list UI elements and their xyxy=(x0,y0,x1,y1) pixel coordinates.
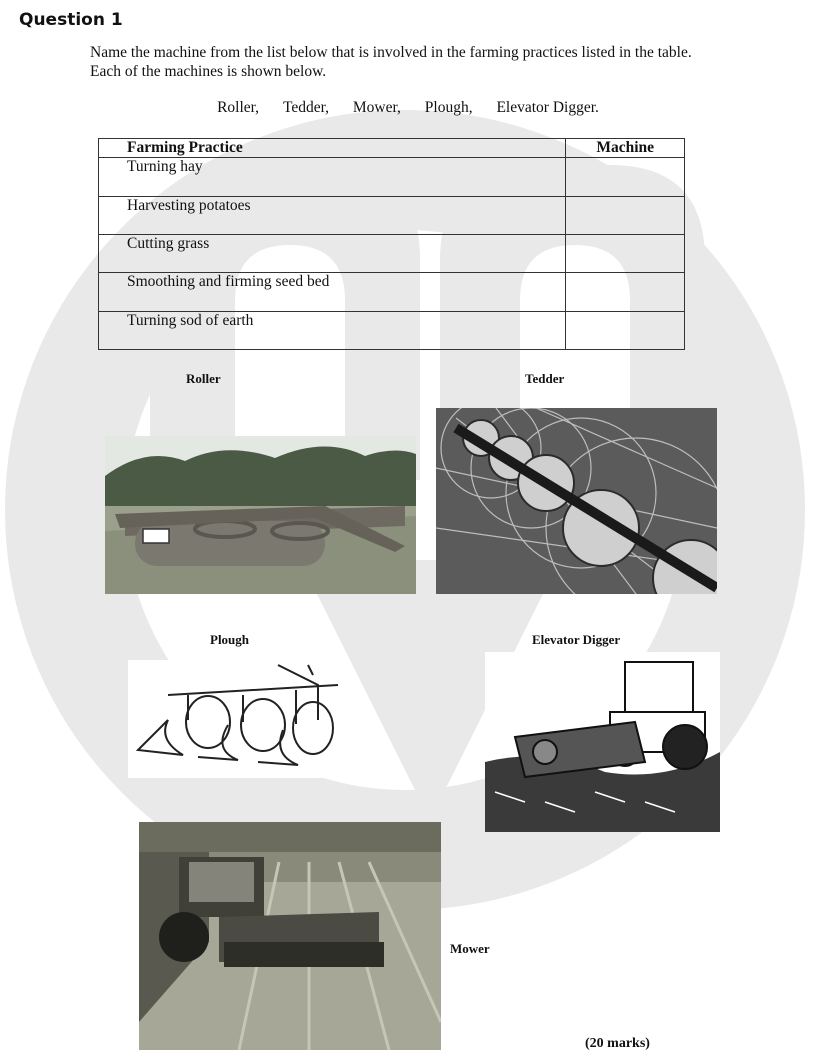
question-title: Question 1 xyxy=(19,10,123,30)
instructions xyxy=(90,43,770,81)
table-row xyxy=(99,196,685,234)
roller-label: Roller xyxy=(186,371,221,386)
plough-drawing xyxy=(128,660,346,778)
machine-option: Roller, xyxy=(217,99,260,116)
machine-answer-cell[interactable] xyxy=(566,158,685,196)
machine-answer-cell[interactable] xyxy=(566,196,685,234)
instructions-line-1: Name the machine from the list below that is involved in the farming practices listed in the table. xyxy=(90,44,692,61)
table-header-row xyxy=(99,139,685,158)
table-row xyxy=(99,158,685,196)
column-header-machine: Machine xyxy=(566,139,685,158)
elevator-digger-drawing xyxy=(485,652,720,832)
practice-cell: Turning hay xyxy=(99,158,566,196)
machine-answer-cell[interactable] xyxy=(566,311,685,349)
practice-cell: Harvesting potatoes xyxy=(99,196,566,234)
practice-cell: Cutting grass xyxy=(99,234,566,272)
practice-cell: Turning sod of earth xyxy=(99,311,566,349)
marks: (20 marks) xyxy=(585,1036,650,1051)
table-row xyxy=(99,234,685,272)
machine-option: Mower, xyxy=(352,99,401,116)
table-row xyxy=(99,273,685,311)
machine-answer-cell[interactable] xyxy=(566,273,685,311)
machine-option: Tedder, xyxy=(282,99,329,116)
mower-label: Mower xyxy=(450,941,490,956)
machine-option: Elevator Digger. xyxy=(496,99,599,116)
machine-option: Plough, xyxy=(424,99,473,116)
plough-label: Plough xyxy=(210,632,250,647)
column-header-practice: Farming Practice xyxy=(99,139,566,158)
instructions-line-2: Each of the machines is shown below. xyxy=(90,63,327,80)
tedder-photo xyxy=(436,408,717,594)
machine-list xyxy=(0,99,816,117)
machine-answer-cell[interactable] xyxy=(566,234,685,272)
practice-cell: Smoothing and firming seed bed xyxy=(99,273,566,311)
roller-photo xyxy=(105,436,416,594)
mower-photo xyxy=(139,822,441,1050)
elevator-digger-label: Elevator Digger xyxy=(532,632,621,647)
tedder-label: Tedder xyxy=(525,371,565,386)
practice-machine-table xyxy=(98,138,685,350)
table-row xyxy=(99,311,685,349)
